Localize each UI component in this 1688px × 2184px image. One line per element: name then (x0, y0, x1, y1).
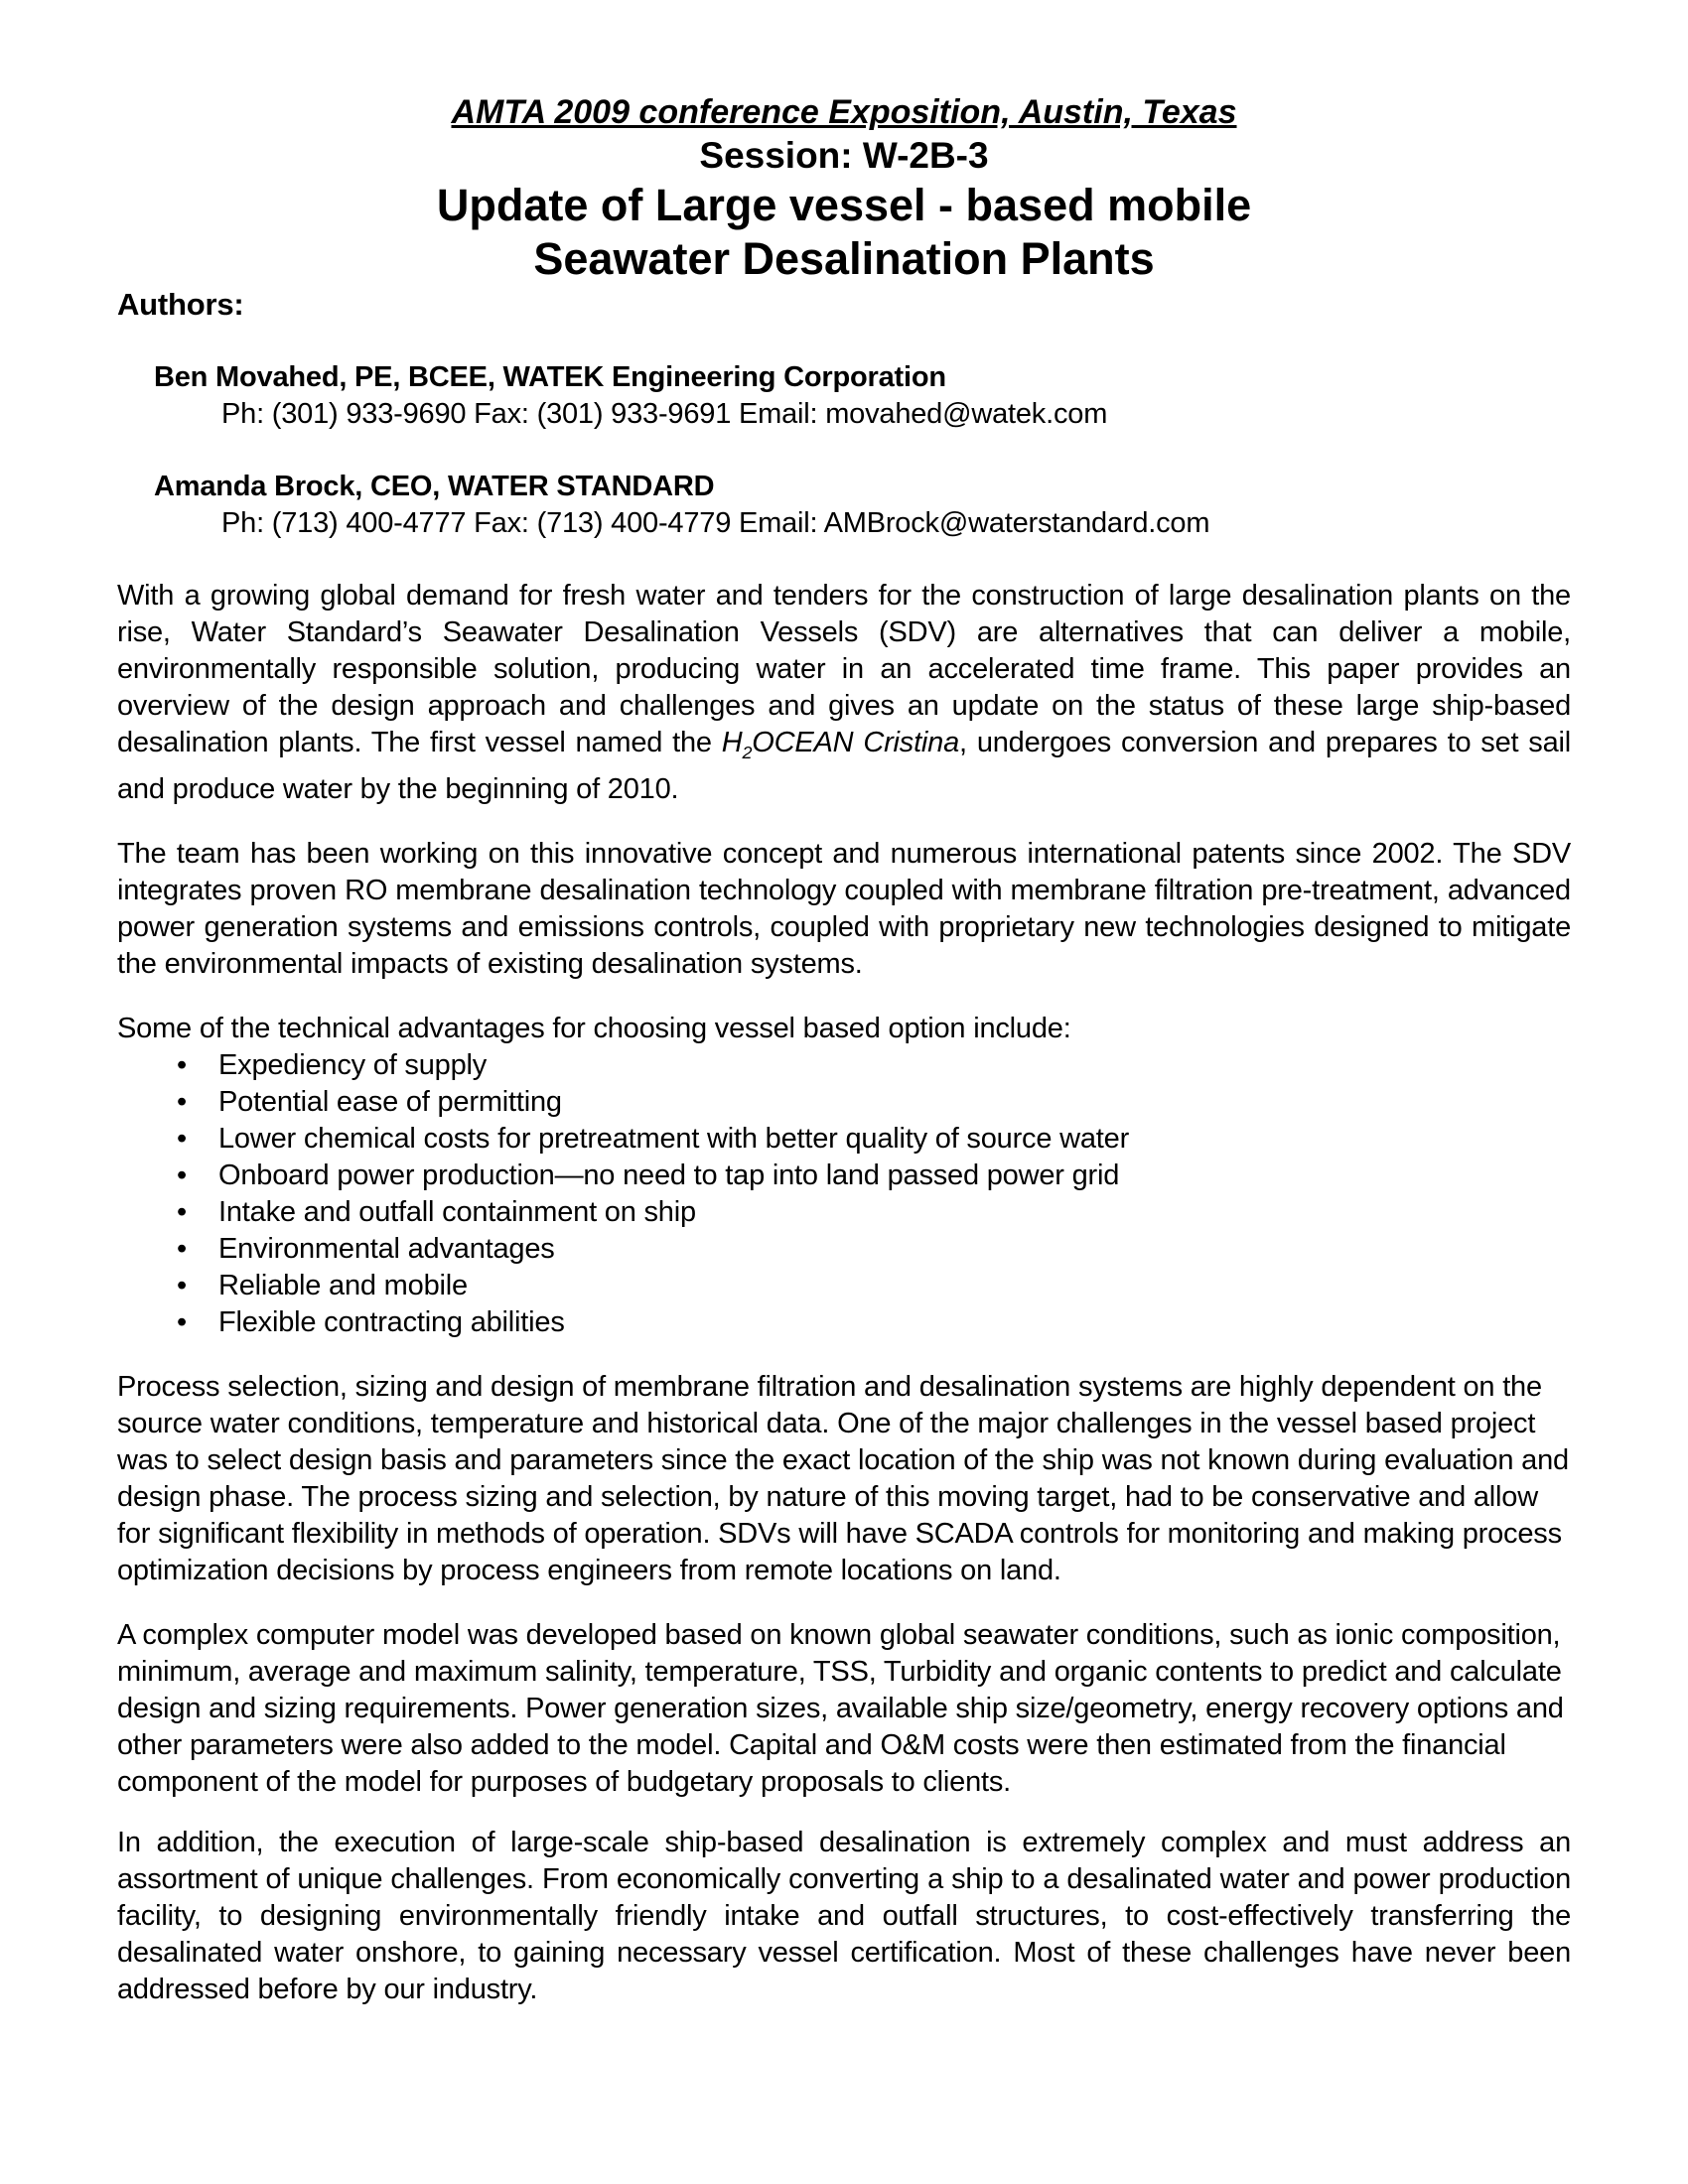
advantages-list (117, 1047, 1571, 1341)
advantage-item: • Environmental advantages (117, 1231, 1571, 1268)
vessel-name (721, 727, 960, 762)
author-name: Ben Movahed, PE, BCEE, WATEK Engineering Corporation (154, 361, 946, 393)
author-contact: Ph: (713) 400-4777 Fax: (713) 400-4779 Email: AMBrock@waterstandard.com (221, 507, 1210, 539)
author-name: Amanda Brock, CEO, WATER STANDARD (154, 471, 715, 502)
author-entry (117, 359, 1571, 433)
document-title (117, 179, 1571, 286)
advantage-item: • Potential ease of permitting (117, 1084, 1571, 1121)
advantage-item: • Onboard power production—no need to tap into land passed power grid (117, 1158, 1571, 1194)
title-line-2: Seawater Desalination Plants (533, 233, 1155, 284)
vessel-name-rest: OCEAN Cristina (752, 727, 960, 758)
advantage-item: • Lower chemical costs for pretreatment with better quality of source water (117, 1121, 1571, 1158)
paragraph-text: With a growing global demand for fresh water and tenders for the construction of large desalination plants on the rise, Water Standard’s Seawater Desalination Vessels (SDV) are alternatives that can deliver a mobile, environmentally responsible solution, producing water in an accelerated time frame. This paper provides an overview of the design approach and challenges and gives an update on the status of these large ship-based desalination plants. The first vessel named the (117, 580, 1571, 758)
advantage-item: • Intake and outfall containment on ship (117, 1194, 1571, 1231)
advantage-item: • Flexible contracting abilities (117, 1304, 1571, 1341)
page-header (117, 91, 1571, 286)
authors-list (117, 359, 1571, 542)
paragraph-computer-model: A complex computer model was developed based on known global seawater conditions, such as ionic composition, minimum, average and maximum salinity, temperature, TSS, Turbidity and organic contents to predict and calculate design and sizing requirements. Power generation sizes, available ship size/geometry, energy recovery options and other parameters were also added to the model. Capital and O&M costs were then estimated from the financial component of the model for purposes of budgetary proposals to clients. (117, 1618, 1564, 1798)
advantages-intro: Some of the technical advantages for choosing vessel based option include: (117, 1012, 1071, 1044)
paragraph-team-concept: The team has been working on this innovative concept and numerous international patents since 2002. The SDV integrates proven RO membrane desalination technology coupled with membrane filtration pre-treatment, advanced power generation systems and emissions controls, coupled with proprietary new technologies designed to mitigate the environmental impacts of existing desalination systems. (117, 837, 1571, 980)
paragraph-text: , undergoes conversion and prepares to set sail and produce water by the beginning of 2010. (117, 727, 1572, 805)
title-line-1: Update of Large vessel - based mobile (436, 180, 1252, 230)
paragraph-execution-challenges: In addition, the execution of large-scale ship-based desalination is extremely complex and must address an assortment of unique challenges. From economically converting a ship to a desalinated water and power production facility, to designing environmentally friendly intake and outfall structures, to cost-effectively transferring the desalinated water onshore, to gaining necessary vessel certification. Most of these challenges have never been addressed before by our industry. (117, 1826, 1571, 2005)
session-title: Session: W-2B-3 (699, 135, 989, 176)
advantage-item: • Reliable and mobile (117, 1268, 1571, 1304)
vessel-name-subscript: 2 (742, 742, 753, 762)
paragraph-process-selection: Process selection, sizing and design of membrane filtration and desalination systems are highly dependent on the source water conditions, temperature and historical data. One of the major challenges in the vessel based project was to select design basis and parameters since the exact location of the ship was not known during evaluation and design phase. The process sizing and selection, by nature of this moving target, had to be conservative and allow for significant flexibility in methods of operation. SDVs will have SCADA controls for monitoring and making process optimization decisions by process engineers from remote locations on land. (117, 1370, 1569, 1586)
authors-label: Authors: (117, 287, 244, 322)
author-contact: Ph: (301) 933-9690 Fax: (301) 933-9691 Email: movahed@watek.com (221, 398, 1108, 430)
conference-title: AMTA 2009 conference Exposition, Austin, Texas (451, 93, 1237, 131)
paragraph-global-demand (117, 578, 1571, 808)
advantage-item: • Expediency of supply (117, 1047, 1571, 1084)
author-entry (117, 469, 1571, 542)
vessel-name-prefix: H (721, 727, 743, 758)
